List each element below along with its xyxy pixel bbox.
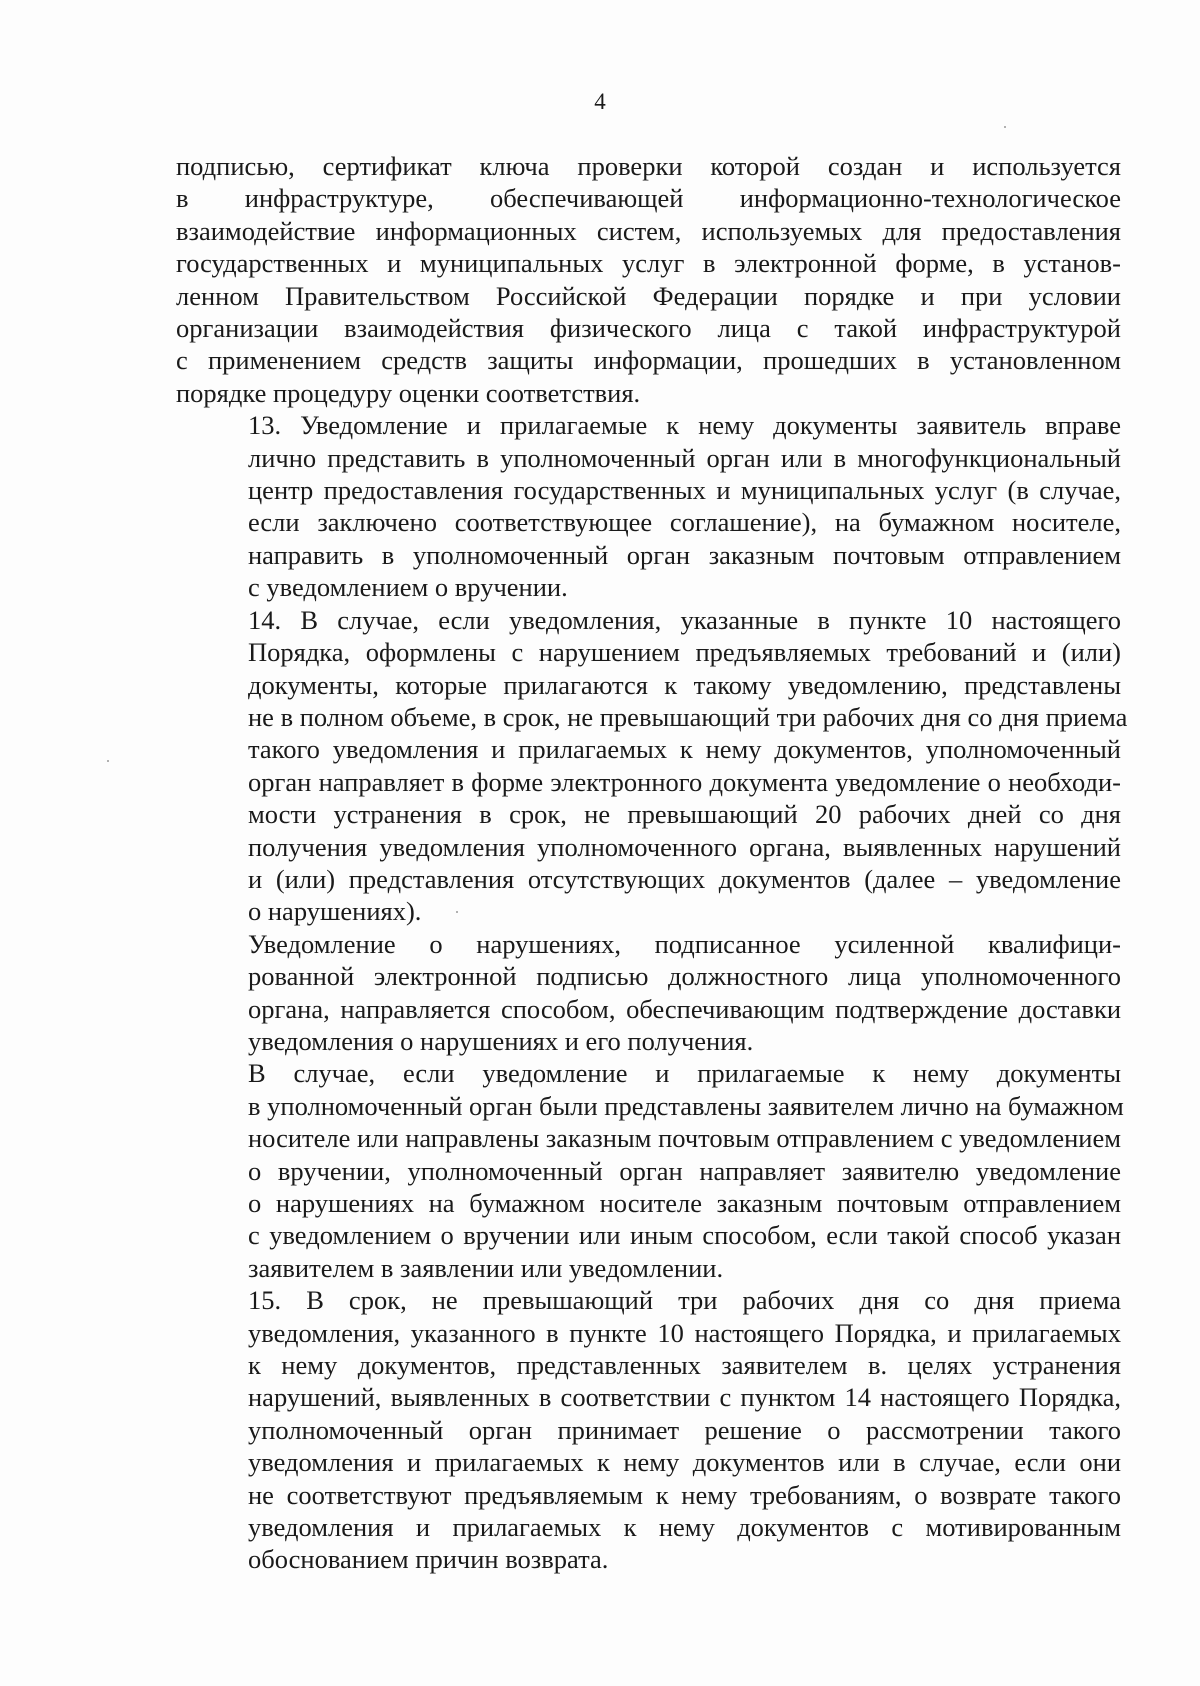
text-line: взаимодействие информационных систем, используемых для предоставления (176, 215, 1121, 246)
text-line: к нему документов, представленных заявителем в. целях устранения (248, 1350, 1121, 1381)
paragraph-p15 (176, 1284, 1121, 1576)
text-line: получения уведомления уполномоченного органа, выявленных нарушений (248, 831, 1121, 862)
text-line: с уведомлением о вручении. (248, 572, 568, 603)
text-line: ленном Правительством Российской Федерации порядке и при условии (176, 280, 1121, 311)
text-line: уведомления о нарушениях и его получения. (248, 1025, 754, 1056)
page-number: 4 (594, 89, 606, 114)
text-line: документы, которые прилагаются к такому уведомлению, представлены (248, 669, 1121, 700)
text-line: лично представить в уполномоченный орган или в многофункциональный (248, 442, 1121, 473)
text-line: центр предоставления государственных и муниципальных услуг (в случае, (248, 475, 1121, 506)
text-line: уведомления и прилагаемых к нему документов или в случае, если они (248, 1447, 1121, 1478)
text-line: организации взаимодействия физического лица с такой инфраструктурой (176, 313, 1121, 344)
scan-speck (107, 760, 109, 762)
text-line: носителе или направлены заказным почтовым отправлением с уведомлением (248, 1123, 1121, 1154)
text-line: Порядка, оформлены с нарушением предъявляемых требований и (или) (248, 637, 1121, 668)
document-body (176, 150, 1128, 1576)
text-line: нарушений, выявленных в соответствии с пунктом 14 настоящего Порядка, (248, 1382, 1121, 1413)
text-line: о нарушениях на бумажном носителе заказным почтовым отправлением (248, 1188, 1121, 1218)
text-line: государственных и муниципальных услуг в электронной форме, в установ- (176, 248, 1121, 279)
text-line: о вручении, уполномоченный орган направляет заявителю уведомление (248, 1155, 1121, 1186)
text-line: не соответствуют предъявляемым к нему требованиям, о возврате такого (248, 1479, 1121, 1510)
scan-speck (1004, 126, 1006, 128)
paragraph-cont (176, 150, 1121, 409)
text-line: с применением средств защиты информации, прошедших в установленном (176, 345, 1121, 376)
text-line: и (или) представления отсутствующих документов (далее – уведомление (248, 863, 1121, 894)
text-line: мости устранения в срок, не превышающий 20 рабочих дней со дня (248, 799, 1121, 830)
text-line: в уполномоченный орган были представлены заявителем лично на бумажном (248, 1090, 1124, 1121)
text-line: 13. Уведомление и прилагаемые к нему документы заявитель вправе (248, 410, 1121, 441)
paragraph-p14 (176, 604, 1128, 928)
text-line: В случае, если уведомление и прилагаемые к нему документы (248, 1058, 1121, 1089)
paragraph-p13 (176, 409, 1121, 603)
text-line: уведомления, указанного в пункте 10 настоящего Порядка, и прилагаемых (248, 1317, 1121, 1348)
text-line: уполномоченный орган принимает решение о рассмотрении такого (248, 1414, 1121, 1445)
text-line: Уведомление о нарушениях, подписанное усиленной квалифици- (248, 928, 1121, 959)
text-line: заявителем в заявлении или уведомлении. (248, 1252, 724, 1283)
scan-speck (456, 911, 458, 913)
text-line: порядке процедуру оценки соответствия. (176, 377, 641, 408)
paragraph-p14c (176, 1057, 1124, 1284)
text-line: обоснованием причин возврата. (248, 1544, 609, 1575)
text-line: уведомления и прилагаемых к нему документов с мотивированным (248, 1512, 1121, 1543)
text-line: орган направляет в форме электронного документа уведомление о необходи- (248, 766, 1121, 797)
text-line: подписью, сертификат ключа проверки которой создан и используется (176, 151, 1121, 181)
text-line: 14. В случае, если уведомления, указанные в пункте 10 настоящего (248, 604, 1121, 635)
paragraph-p14b (176, 928, 1121, 1058)
text-line: органа, направляется способом, обеспечивающим подтверждение доставки (248, 993, 1121, 1024)
text-line: не в полном объеме, в срок, не превышающий три рабочих дня со дня приема (248, 701, 1128, 732)
text-line: рованной электронной подписью должностного лица уполномоченного (248, 961, 1121, 992)
text-line: в инфраструктуре, обеспечивающей информационно-технологическое (176, 183, 1121, 214)
text-line: о нарушениях). (248, 896, 422, 927)
text-line: с уведомлением о вручении или иным способом, если такой способ указан (248, 1220, 1121, 1251)
text-line: 15. В срок, не превышающий три рабочих дня со дня приема (248, 1285, 1121, 1316)
text-line: если заключено соответствующее соглашение), на бумажном носителе, (248, 507, 1121, 538)
text-line: такого уведомления и прилагаемых к нему документов, уполномоченный (248, 734, 1121, 765)
text-line: направить в уполномоченный орган заказным почтовым отправлением (248, 539, 1121, 570)
